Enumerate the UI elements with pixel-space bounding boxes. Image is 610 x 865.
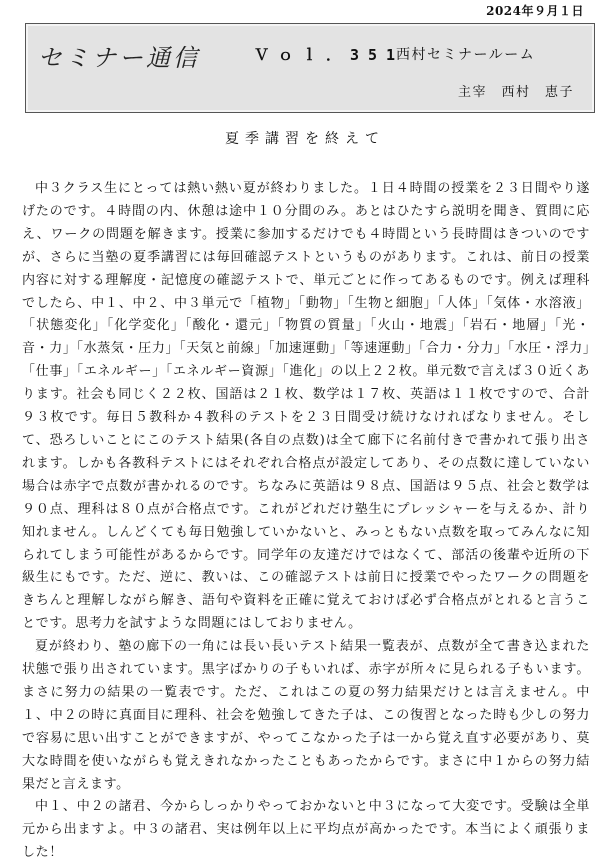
volume-number: Ｖｏｌ．351 <box>254 46 405 64</box>
newsletter-masthead: セミナー通信 <box>38 44 200 72</box>
article-paragraph-3: 中１、中２の諸君、今からしっかりやっておかないと中３になって大変です。受験は全単元から出ますよ。中３の諸君、実は例年以上に平均点が高かったです。本当によく頑張りました！ <box>22 799 590 861</box>
article-title: 夏季講習を終えて <box>225 131 385 147</box>
issue-date: 2024年９月１日 <box>486 4 584 18</box>
newsletter-header <box>25 23 595 113</box>
article-paragraph-2: 夏が終わり、塾の廊下の一角には長い長いテスト結果一覧表が、点数が全て書き込まれた状態で張り出されています。黒字ばかりの子もいれば、赤字が所々に見られる子もいます。まさに努力の結果の一覧表です。ただ、これはこの夏の努力結果だけとは言えません。中１、中２の時に真面目に理科、社会を勉強してきた子は、この復習となった時も少しの努力で容易に思い出すことができますが、やってこなかった子は一から覚え直す必要があり、莫大な時間を使いながらも覚えきれなかったこともあったからです。まさに中１からの努力結果だと言えます。 <box>22 639 590 792</box>
editor-credit: 主宰 西村 恵子 <box>457 85 574 100</box>
organization-name: 西村セミナールーム <box>396 47 536 63</box>
article-paragraph-1: 中３クラス生にとっては熱い熱い夏が終わりました。１日４時間の授業を２３日間やり遂げたのです。４時間の内、休憩は途中１０分間のみ。あとはひたすら説明を聞き、質問に応え、ワークの問題を解きます。授業に参加するだけでも４時間という長時間はきついのですが、さらに当塾の夏季講習には毎回確認テストというものがあります。これは、前日の授業内容に対する理解度・記憶度の確認テストで、単元ごとに作ってあるものです。例えば理科でしたら、中１、中２、中３単元で「植物」「動物」「生物と細胞」「人体」「気体・水溶液」「状態変化」「化学変化」「酸化・還元」「物質の質量」「火山・地震」「岩石・地層」「光・音・力」「水蒸気・圧力」「天気と前線」「加速運動」「等速運動」「合力・分力」「水圧・浮力」「仕事」「エネルギー」「エネルギー資源」「進化」の以上２２枚。単元数で言えば３０近くあります。社会も同じく２２枚、国語は２１枚、数学は１７枚、英語は１１枚ですので、合計９３枚です。毎日５教科か４教科のテストを２３日間受け続けなければなりません。そして、恐ろしいことにこのテスト結果(各自の点数)は全て廊下に名前付きで書かれて張り出されます。しかも各教科テストにはそれぞれ合格点が設定してあり、その点数に達していない場合は赤字で点数が書かれるのです。ちなみに英語は９８点、国語は９５点、社会と数学は９０点、理科は８０点が合格点です。これがどれだけ塾生にプレッシャーを与えるか、計り知れません。しんどくても毎日勉強していかないと、みっともない点数を取ってみんなに知られてしまう可能性があるからです。同学年の友達だけではなくて、部活の後輩や近所の下級生にもです。ただ、逆に、教いは、この確認テストは前日に授業でやったワークの問題をきちんと理解しながら解き、語句や資料を正確に覚えておけば必ず合格点がとれると言うことです。思考力を試すような問題にはしておりません。 <box>22 181 590 632</box>
article-body <box>22 178 590 865</box>
